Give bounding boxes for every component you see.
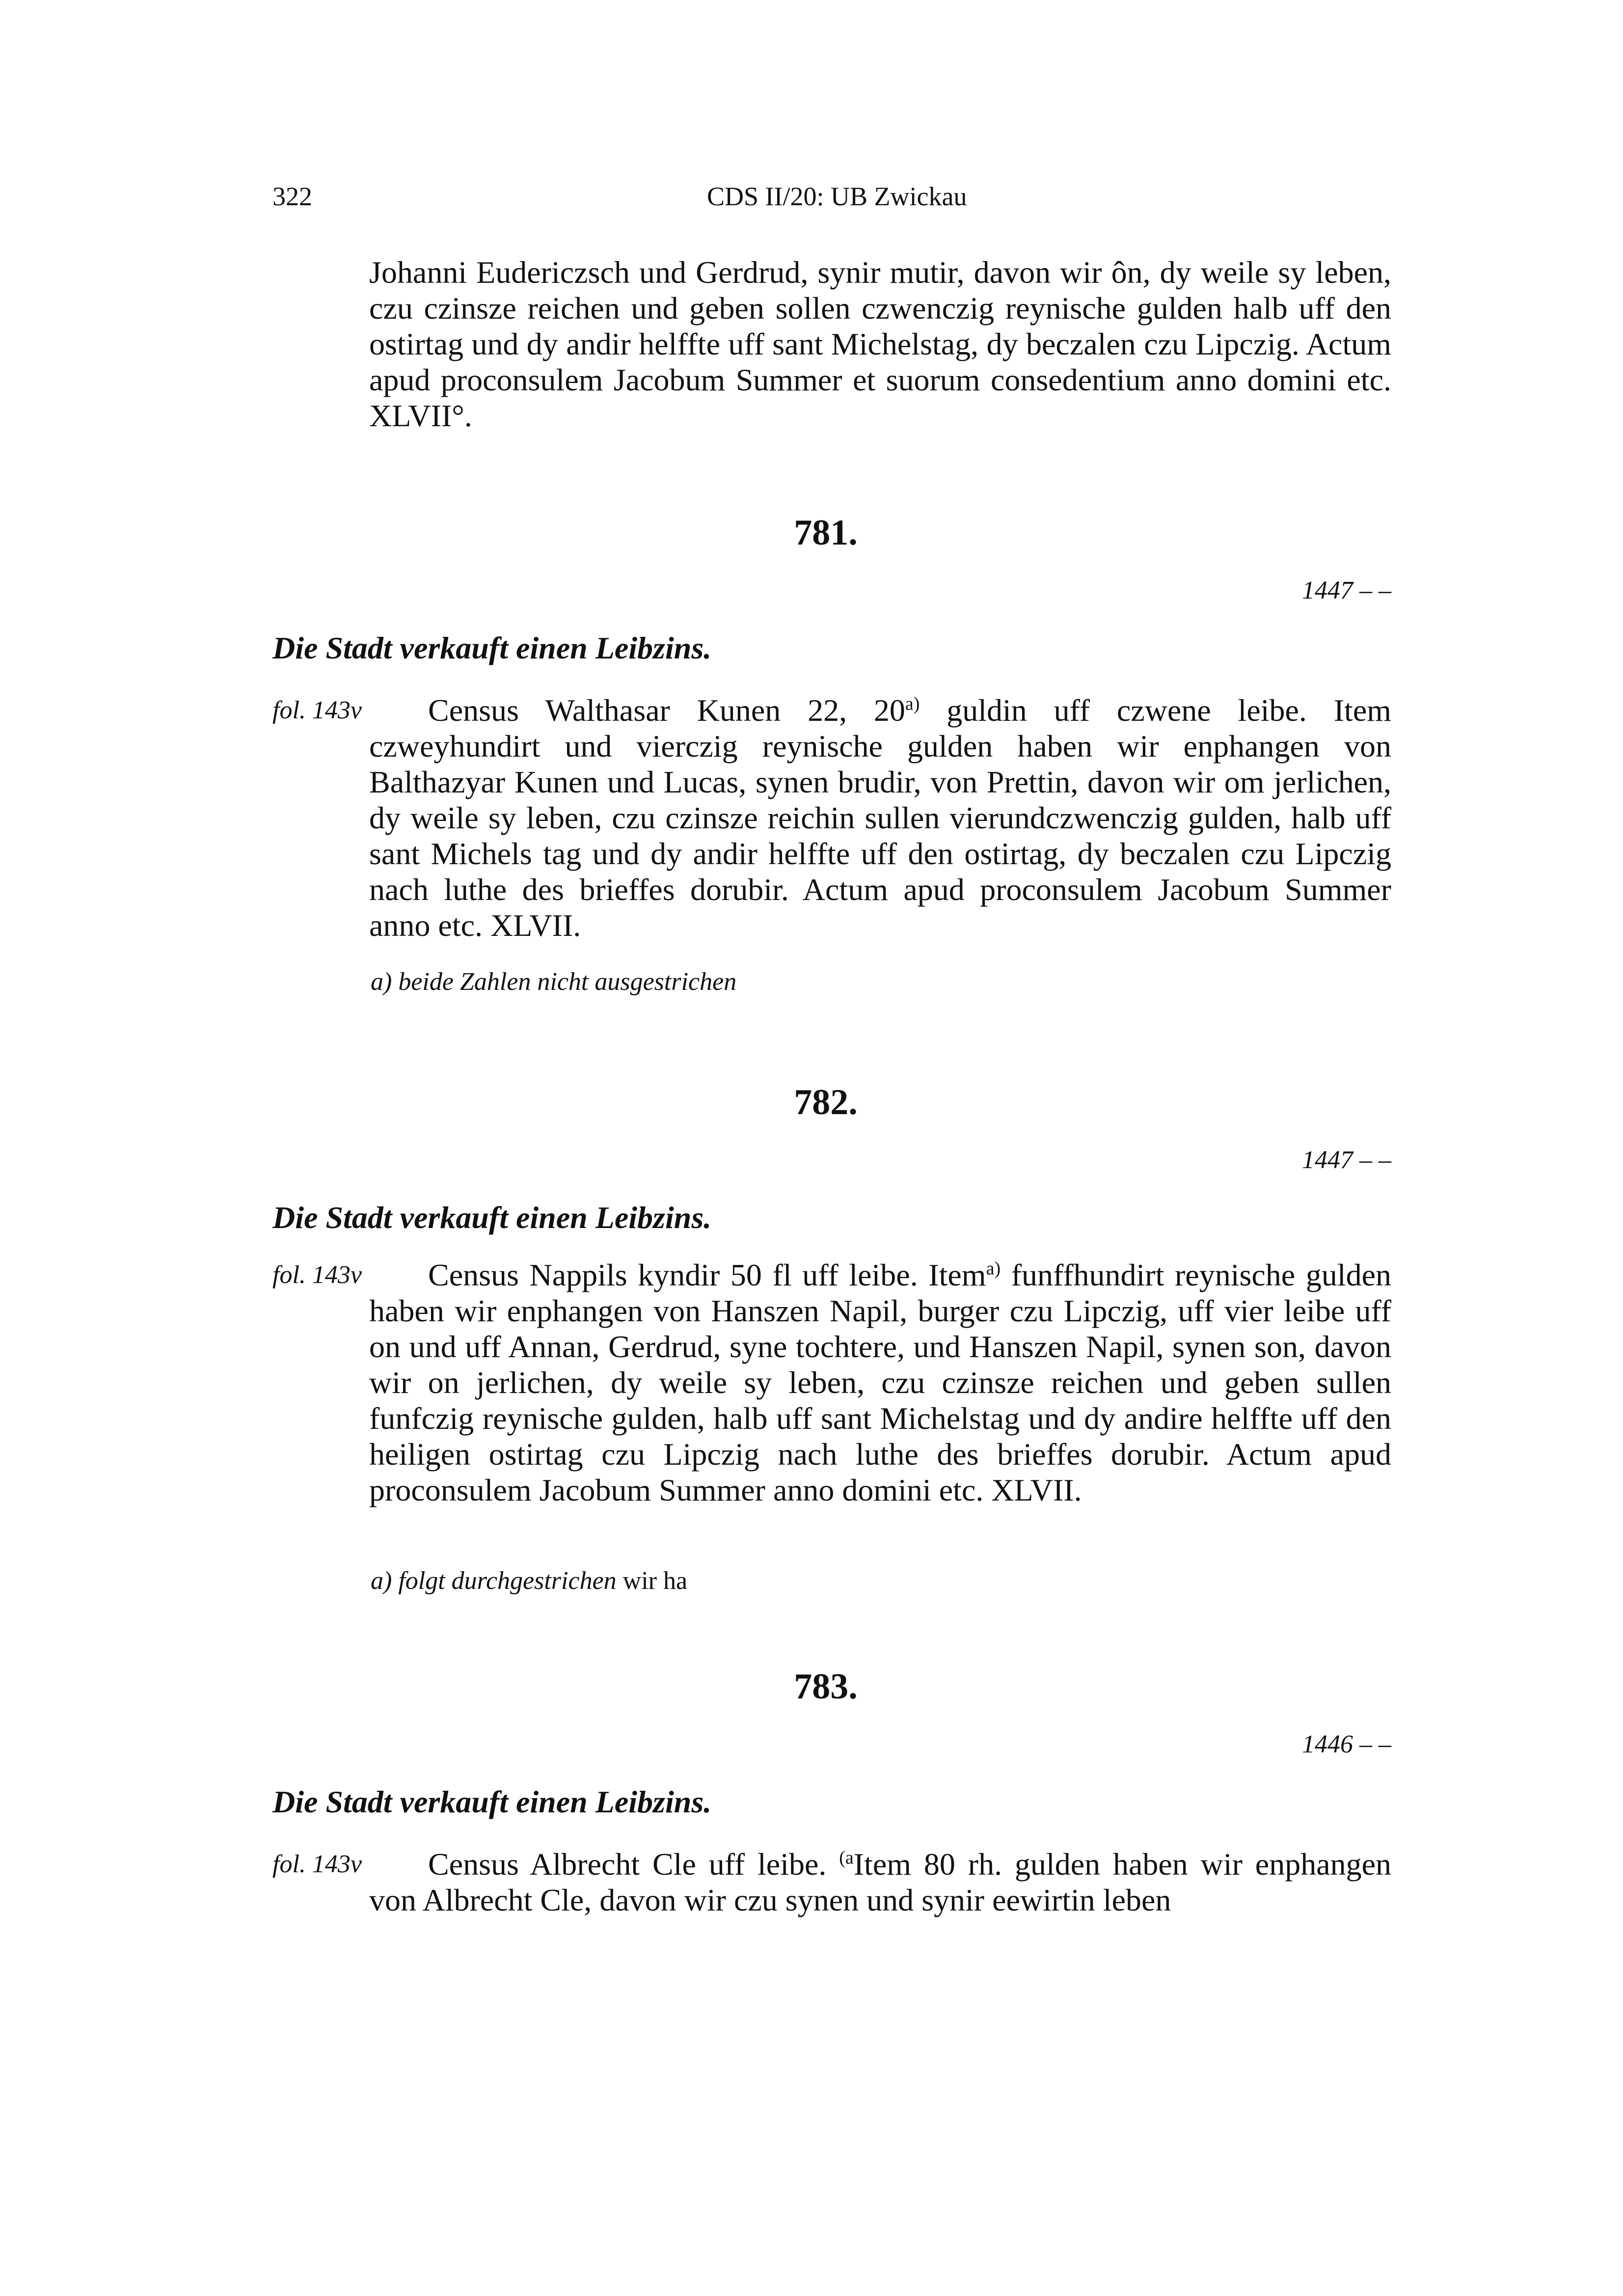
folio-ref-781: fol. 143v (272, 696, 362, 724)
footnote-782-plain: wir ha (616, 1567, 688, 1595)
entry-text-782-part1: Census Nappils kyndir 50 fl uff leibe. Item (428, 1257, 986, 1292)
entry-title-781: Die Stadt verkauft einen Leibzins. (272, 630, 712, 665)
entry-number-782: 782. (794, 1082, 858, 1122)
footnote-782-italic: a) folgt durchgestrichen (371, 1567, 617, 1595)
entry-text-782 (369, 1257, 1391, 1508)
footnote-marker-783: (a (839, 1847, 854, 1868)
entry-text-783-part2: Item 80 rh. gulden haben wir enphangen von Albrecht Cle, davon wir czu synen und synir eewirtin leben (369, 1847, 1392, 1917)
entry-date-781: 1447 – – (1302, 576, 1391, 604)
entry-title-782: Die Stadt verkauft einen Leibzins. (272, 1200, 712, 1235)
footnote-781-italic: a) beide Zahlen nicht ausgestrichen (371, 968, 737, 996)
entry-text-781-part1: Census Walthasar Kunen 22, 20 (428, 693, 905, 728)
footnote-782 (371, 1566, 687, 1596)
entry-text-781-part2: guldin uff czwene leibe. Item czweyhundirt und vierczig reynische gulden haben wir enphangen von Balthazyar Kunen und Lucas, synen brudir, von Prettin, davon wir om jerlichen, dy weile sy leben, czu czinsze reichin sullen vierundczwenczig gulden, halb uff sant Michels tag und dy andir helffte uff den ostirtag, dy beczalen czu Lipczig nach luthe des brieffes dorubir. Actum apud proconsulem Jacobum Summer anno etc. XLVII. (369, 693, 1392, 943)
running-title: CDS II/20: UB Zwickau (707, 182, 967, 211)
entry-date-782: 1447 – – (1302, 1146, 1391, 1174)
folio-ref-782: fol. 143v (272, 1261, 362, 1289)
footnote-781 (371, 967, 736, 997)
entry-date-783: 1446 – – (1302, 1730, 1391, 1758)
entry-text-781 (369, 692, 1391, 943)
folio-ref-783: fol. 143v (272, 1850, 362, 1878)
entry-text-783-part1: Census Albrecht Cle uff leibe. (428, 1847, 839, 1882)
page-number: 322 (272, 182, 312, 211)
entry-number-783: 783. (794, 1667, 858, 1707)
footnote-marker-782: a) (986, 1258, 1001, 1279)
footnote-marker-781: a) (905, 693, 920, 714)
entry-title-783: Die Stadt verkauft einen Leibzins. (272, 1784, 712, 1819)
entry-text-782-part2: funffhundirt reynische gulden haben wir enphangen von Hanszen Napil, burger czu Lipczig, uff vier leibe uff on und uff Annan, Gerdrud, syne tochtere, und Hanszen Napil, synen son, davon wir on jerlichen, dy weile sy leben, czu czinsze reichen und geben sullen funfczig reynische gulden, halb uff sant Michelstag und dy andire helffte uff den heiligen ostirtag czu Lipczig nach luthe des brieffes dorubir. Actum apud proconsulem Jacobum Summer anno domini etc. XLVII. (369, 1257, 1391, 1507)
entry-number-781: 781. (794, 513, 858, 553)
entry-text-783 (369, 1846, 1391, 1918)
intro-paragraph: Johanni Eudericzsch und Gerdrud, synir mutir, davon wir ôn, dy weile sy leben, czu czinsze reichen und geben sollen czwenczig reynische gulden halb uff den ostirtag und dy andir helffte uff sant Michelstag, dy beczalen czu Lipczig. Actum apud proconsulem Jacobum Summer et suorum consedentium anno domini etc. XLVII°. (369, 255, 1391, 433)
